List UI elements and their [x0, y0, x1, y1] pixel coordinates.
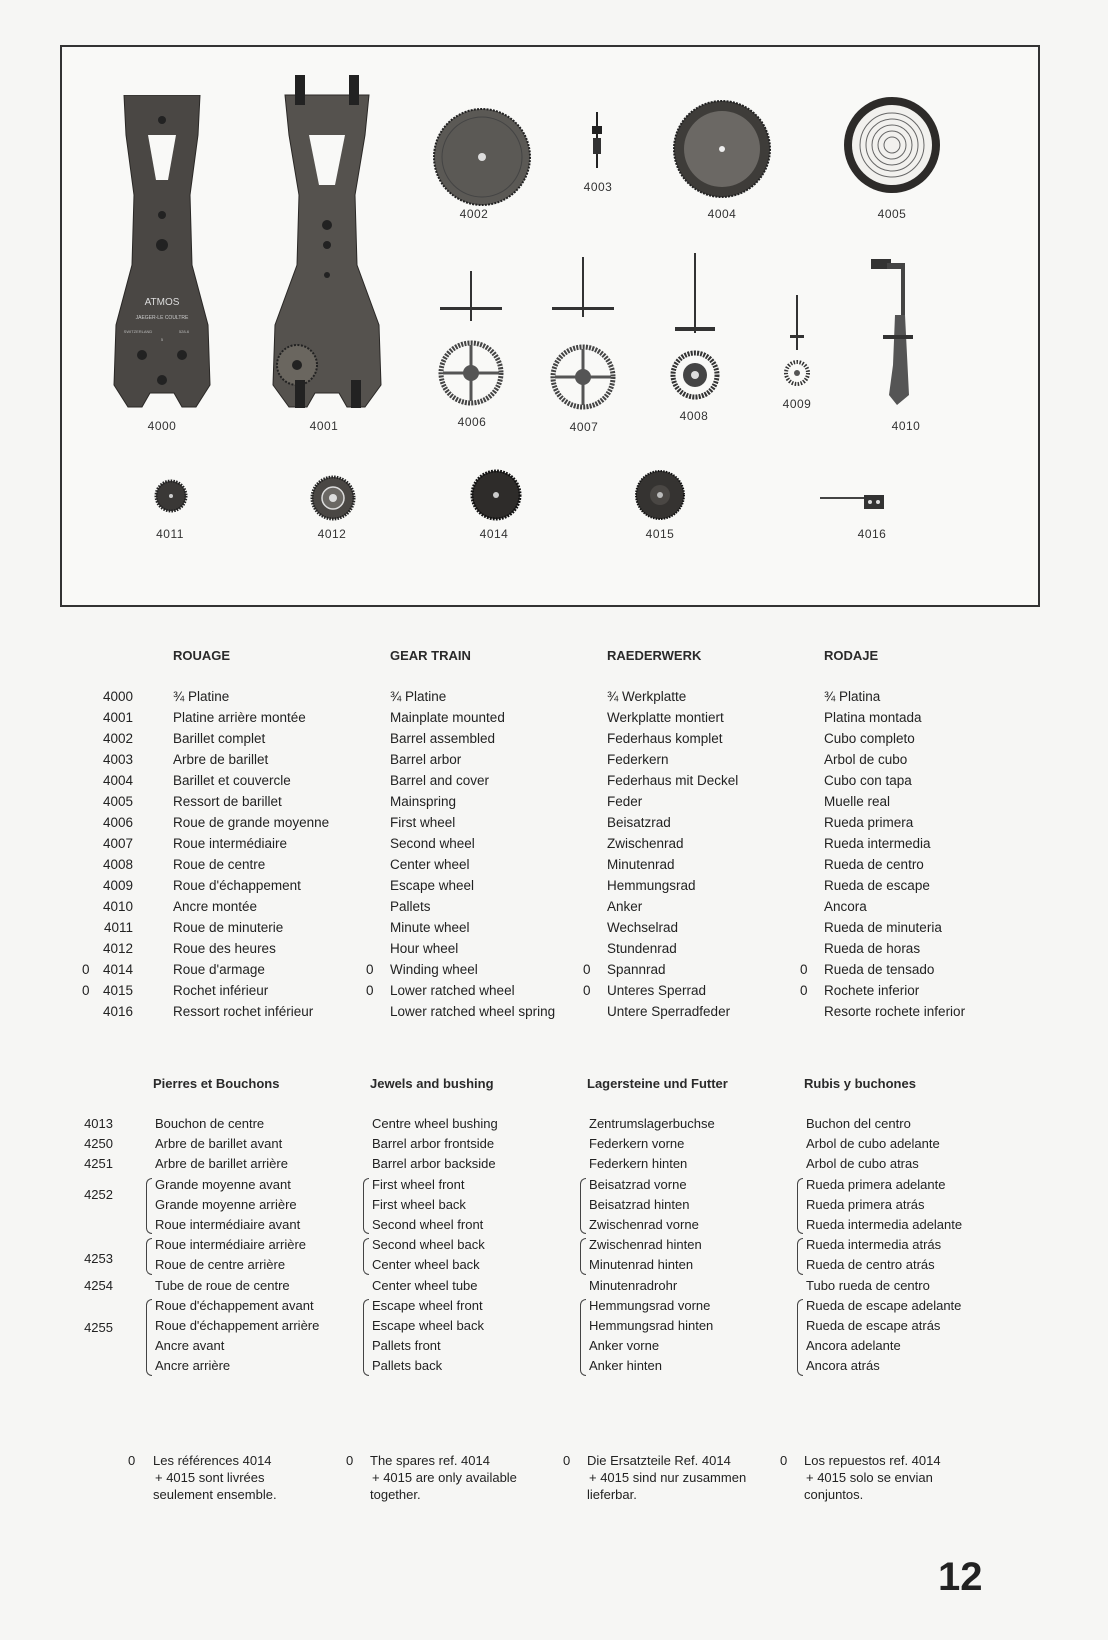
- table-row: [0, 1215, 1108, 1235]
- table-row: [0, 1356, 1108, 1376]
- table-row: [0, 896, 1108, 917]
- row-en: ¾ Platine: [390, 689, 447, 704]
- row-ref: 4009: [102, 878, 133, 893]
- row-en: Second wheel back: [372, 1237, 485, 1253]
- row-en: Escape wheel front: [372, 1297, 483, 1313]
- part-label-4001: 4001: [309, 419, 339, 433]
- table-row: [0, 854, 1108, 875]
- footnote-de: [587, 1452, 746, 1503]
- row-fr: Ancre avant: [155, 1338, 225, 1354]
- row-de: Minutenrad hinten: [589, 1257, 694, 1273]
- row-ref: 4250: [84, 1136, 113, 1152]
- footnote-en-line: together.: [370, 1487, 421, 1502]
- row-de: Federkern hinten: [589, 1156, 688, 1172]
- row-es: Rueda de centro: [824, 857, 924, 872]
- header-rodaje: RODAJE: [824, 648, 879, 663]
- row-es: Rueda intermedia adelante: [806, 1216, 963, 1232]
- row-de: Untere Sperradfeder: [607, 1004, 731, 1019]
- row-mark-es: 0: [800, 962, 808, 977]
- spring-4016-image: [818, 493, 888, 513]
- part-label-4005: 4005: [877, 207, 907, 221]
- row-fr: Ancre montée: [173, 899, 258, 914]
- second-wheel-4007-image: [548, 257, 618, 412]
- table-row: [0, 875, 1108, 896]
- row-es: Cubo con tapa: [824, 773, 912, 788]
- header-gear-train: GEAR TRAIN: [390, 648, 471, 663]
- row-fr: Roue d'armage: [173, 962, 265, 977]
- winding-wheel-4014-image: [470, 469, 522, 521]
- table-row: [0, 728, 1108, 749]
- group-brace: [580, 1178, 586, 1235]
- row-ref: 4006: [102, 815, 133, 830]
- table-row: [0, 1114, 1108, 1134]
- group-brace: [797, 1178, 803, 1235]
- row-ref: 4016: [102, 1004, 133, 1019]
- row-ref: 4254: [84, 1277, 113, 1293]
- row-fr: Roue d'échappement: [173, 878, 301, 893]
- table-row: [0, 1336, 1108, 1356]
- row-en: Pallets back: [372, 1358, 443, 1374]
- header-rouage: ROUAGE: [173, 648, 231, 663]
- row-en: Mainplate mounted: [390, 710, 505, 725]
- plate-engraving-number: 5: [160, 337, 164, 342]
- row-fr: Platine arrière montée: [173, 710, 306, 725]
- row-de: Anker hinten: [589, 1358, 662, 1374]
- group-brace: [146, 1178, 152, 1235]
- row-de: Spannrad: [607, 962, 666, 977]
- row-en: Center wheel tube: [372, 1277, 478, 1293]
- table-row: [0, 1255, 1108, 1275]
- row-es: Rueda de centro atrás: [806, 1257, 935, 1273]
- group-brace: [580, 1238, 586, 1274]
- row-fr: Bouchon de centre: [155, 1116, 265, 1131]
- row-fr: Roue de minuterie: [173, 920, 284, 935]
- mainspring-4005-image: [842, 95, 942, 195]
- table-row: [0, 1235, 1108, 1255]
- row-de: ¾ Werkplatte: [607, 689, 687, 704]
- pallets-4010-image: [867, 255, 917, 410]
- row-fr: Roue de grande moyenne: [173, 815, 330, 830]
- footnote-fr-line: + 4015 sont livrées: [155, 1470, 265, 1485]
- row-fr: Roue d'échappement avant: [155, 1297, 314, 1313]
- row-de: Hemmungsrad vorne: [589, 1297, 711, 1313]
- row-ref: 4012: [102, 941, 133, 956]
- footnote-fr-line: Les références 4014: [153, 1453, 272, 1468]
- header-raederwerk: RAEDERWERK: [607, 648, 702, 663]
- row-es: Rueda de minuteria: [824, 920, 942, 935]
- group-brace: [580, 1299, 586, 1376]
- table-row: [0, 917, 1108, 938]
- row-mark-de: 0: [583, 983, 591, 998]
- row-de: Anker: [607, 899, 643, 914]
- row-es: Rueda de horas: [824, 941, 921, 956]
- row-en: First wheel back: [372, 1196, 466, 1212]
- part-label-4010: 4010: [891, 419, 921, 433]
- footnote-de-line: lieferbar.: [587, 1487, 637, 1502]
- row-ref: 4011: [103, 920, 133, 935]
- row-es: Muelle real: [824, 794, 891, 809]
- part-label-4007: 4007: [569, 420, 599, 434]
- row-en: Mainspring: [390, 794, 457, 809]
- plate-4000-image: [112, 95, 212, 415]
- row-es: Rueda de escape adelante: [806, 1297, 962, 1313]
- plate-engraving-country: SWITZERLAND: [123, 329, 153, 334]
- row-fr: Roue des heures: [173, 941, 276, 956]
- table-row: [0, 707, 1108, 728]
- row-fr: Roue intermédiaire avant: [155, 1216, 301, 1232]
- row-fr: Arbre de barillet: [173, 752, 269, 767]
- row-es: Ancora atrás: [806, 1358, 880, 1374]
- header-lagersteine: Lagersteine und Futter: [587, 1076, 728, 1091]
- row-ref: 4001: [102, 710, 133, 725]
- center-wheel-4008-image: [667, 253, 723, 403]
- table-row: [0, 770, 1108, 791]
- row-ref: 4010: [102, 899, 133, 914]
- row-mark-de: 0: [583, 962, 591, 977]
- row-es: Rueda primera: [824, 815, 914, 830]
- row-es: Platina montada: [824, 710, 922, 725]
- row-es: Rochete inferior: [824, 983, 920, 998]
- plate-engraving-maker: JAEGER-LE COULTRE: [135, 315, 189, 321]
- row-es: Rueda de escape atrás: [806, 1317, 941, 1333]
- row-es: Rueda primera atrás: [806, 1196, 925, 1212]
- row-de: Minutenradrohr: [589, 1277, 678, 1293]
- part-label-4000: 4000: [147, 419, 177, 433]
- row-en: Pallets front: [372, 1338, 441, 1354]
- group-brace: [146, 1299, 152, 1376]
- group-brace: [363, 1178, 369, 1235]
- row-ref: 4008: [102, 857, 133, 872]
- footnote-mark-fr: 0: [128, 1453, 136, 1468]
- row-fr: Grande moyenne avant: [155, 1176, 291, 1192]
- part-label-4011: 4011: [156, 527, 184, 541]
- table-row: [0, 1001, 1108, 1022]
- table-row: [0, 1296, 1108, 1316]
- row-ref: 4255: [84, 1320, 113, 1336]
- row-ref: 4013: [84, 1116, 113, 1131]
- footnote-en-line: The spares ref. 4014: [370, 1453, 490, 1468]
- row-de: Beisatzrad hinten: [589, 1196, 690, 1212]
- group-brace: [363, 1238, 369, 1274]
- part-label-4008: 4008: [679, 409, 709, 423]
- row-es: Rueda de escape: [824, 878, 930, 893]
- part-label-4003: 4003: [583, 180, 613, 194]
- row-fr: Rochet inférieur: [173, 983, 269, 998]
- row-de: Federhaus mit Deckel: [607, 773, 739, 788]
- footnote-de-line: Die Ersatzteile Ref. 4014: [587, 1453, 731, 1468]
- row-fr: Ancre arrière: [155, 1358, 231, 1374]
- row-en: First wheel: [390, 815, 456, 830]
- row-es: ¾ Platina: [824, 689, 881, 704]
- footnote-es-line: conjuntos.: [804, 1487, 864, 1502]
- row-en: Second wheel: [390, 836, 475, 851]
- row-ref: 4014: [102, 962, 133, 977]
- table-row: [0, 812, 1108, 833]
- header-rubis: Rubis y buchones: [804, 1076, 916, 1091]
- row-fr: Roue de centre: [173, 857, 266, 872]
- footnote-en-line: + 4015 are only available: [372, 1470, 517, 1485]
- row-de: Hemmungsrad hinten: [589, 1317, 714, 1333]
- footnote-mark-de: 0: [563, 1453, 571, 1468]
- row-de: Zwischenrad hinten: [589, 1237, 702, 1253]
- row-es: Arbol de cubo atras: [806, 1156, 919, 1172]
- barrel-cover-4004-image: [672, 99, 772, 199]
- part-label-4014: 4014: [479, 527, 509, 541]
- row-mark-en: 0: [366, 983, 374, 998]
- arbor-4003-image: [590, 112, 604, 168]
- row-fr: Roue intermédiaire arrière: [155, 1237, 307, 1253]
- row-ref: 4253: [84, 1251, 113, 1267]
- part-label-4015: 4015: [645, 527, 675, 541]
- ratchet-wheel-4015-image: [634, 469, 686, 521]
- table-row: [0, 980, 1108, 1001]
- row-es: Rueda intermedia: [824, 836, 931, 851]
- group-brace: [363, 1299, 369, 1376]
- row-en: Center wheel back: [372, 1257, 480, 1273]
- row-de: Beisatzrad: [607, 815, 671, 830]
- row-de: Stundenrad: [607, 941, 677, 956]
- footnote-fr-line: seulement ensemble.: [153, 1487, 277, 1502]
- row-ref: 4002: [102, 731, 133, 746]
- table-row: [0, 791, 1108, 812]
- parts-figure: [60, 45, 1040, 607]
- part-label-4004: 4004: [707, 207, 737, 221]
- footnote-mark-es: 0: [780, 1453, 788, 1468]
- row-fr: Arbre de barillet avant: [155, 1136, 283, 1152]
- row-fr: Grande moyenne arrière: [155, 1196, 297, 1212]
- row-en: Minute wheel: [390, 920, 470, 935]
- plate-4001-image: [267, 75, 387, 415]
- row-de: Feder: [607, 794, 643, 809]
- part-label-4006: 4006: [457, 415, 487, 429]
- row-de: Minutenrad: [607, 857, 675, 872]
- table-row: [0, 1195, 1108, 1215]
- row-es: Ancora: [824, 899, 867, 914]
- row-en: Second wheel front: [372, 1216, 484, 1232]
- row-es: Rueda intermedia atrás: [806, 1237, 942, 1253]
- row-fr: Tube de roue de centre: [155, 1277, 290, 1293]
- part-label-4002: 4002: [459, 207, 489, 221]
- table-row: [0, 1175, 1108, 1195]
- footnote-en: [370, 1452, 517, 1503]
- plate-engraving-calibre: 528-6: [178, 329, 190, 334]
- row-de: Federkern: [607, 752, 669, 767]
- row-ref: 4007: [102, 836, 133, 851]
- row-mark: 0: [82, 962, 90, 977]
- row-fr: Arbre de barillet arrière: [155, 1156, 288, 1172]
- header-pierres: Pierres et Bouchons: [153, 1076, 280, 1091]
- group-brace: [797, 1238, 803, 1274]
- row-en: First wheel front: [372, 1176, 465, 1192]
- table-row: [0, 959, 1108, 980]
- part-label-4012: 4012: [317, 527, 347, 541]
- table-row: [0, 1154, 1108, 1174]
- row-es: Rueda primera adelante: [806, 1176, 946, 1192]
- footnote-es-line: Los repuestos ref. 4014: [804, 1453, 941, 1468]
- row-en: Centre wheel bushing: [372, 1116, 498, 1131]
- gear-train-table: [0, 686, 1108, 1022]
- row-mark-en: 0: [366, 962, 374, 977]
- row-en: Lower ratched wheel: [390, 983, 515, 998]
- row-en: Barrel assembled: [390, 731, 496, 746]
- hour-wheel-4012-image: [310, 475, 356, 521]
- footnote-es-line: + 4015 solo se envian: [806, 1470, 933, 1485]
- table-row: [0, 938, 1108, 959]
- row-de: Beisatzrad vorne: [589, 1176, 687, 1192]
- barrel-4002-image: [432, 107, 532, 207]
- table-row: [0, 686, 1108, 707]
- row-ref: 4252: [84, 1186, 113, 1202]
- footnote-de-line: + 4015 sind nur zusammen: [589, 1470, 747, 1485]
- group-brace: [146, 1238, 152, 1274]
- footnote-es: [804, 1452, 941, 1503]
- group-brace: [797, 1299, 803, 1376]
- row-en: Escape wheel back: [372, 1317, 485, 1333]
- page-number: 12: [938, 1555, 983, 1599]
- first-wheel-4006-image: [436, 271, 506, 407]
- row-en: Center wheel: [390, 857, 470, 872]
- row-ref: 4003: [102, 752, 133, 767]
- table-row: [0, 1134, 1108, 1154]
- row-en: Lower ratched wheel spring: [390, 1004, 556, 1019]
- row-de: Federkern vorne: [589, 1136, 685, 1152]
- row-ref: 4251: [84, 1156, 113, 1172]
- row-de: Hemmungsrad: [607, 878, 696, 893]
- row-de: Zwischenrad: [607, 836, 684, 851]
- row-mark: 0: [82, 983, 90, 998]
- row-fr: Ressort de barillet: [173, 794, 282, 809]
- plate-engraving-brand: ATMOS: [144, 297, 180, 308]
- row-es: Rueda de tensado: [824, 962, 935, 977]
- minute-wheel-4011-image: [154, 479, 188, 513]
- row-es: Arbol de cubo: [824, 752, 908, 767]
- row-en: Pallets: [390, 899, 431, 914]
- table-row: [0, 1276, 1108, 1296]
- row-en: Barrel arbor frontside: [372, 1136, 495, 1152]
- row-fr: Roue d'échappement arrière: [155, 1317, 320, 1333]
- row-de: Werkplatte montiert: [607, 710, 724, 725]
- row-de: Zwischenrad vorne: [589, 1216, 699, 1232]
- row-en: Escape wheel: [390, 878, 475, 893]
- row-de: Wechselrad: [607, 920, 679, 935]
- row-ref: 4015: [102, 983, 133, 998]
- row-fr: ¾ Platine: [173, 689, 230, 704]
- row-es: Resorte rochete inferior: [824, 1004, 966, 1019]
- table-row: [0, 1316, 1108, 1336]
- row-de: Zentrumslagerbuchse: [589, 1116, 715, 1131]
- row-fr: Ressort rochet inférieur: [173, 1004, 314, 1019]
- part-label-4009: 4009: [782, 397, 812, 411]
- row-de: Unteres Sperrad: [607, 983, 707, 998]
- footnote-mark-en: 0: [346, 1453, 354, 1468]
- row-en: Barrel arbor backside: [372, 1156, 496, 1172]
- jewels-table: [0, 1114, 1108, 1376]
- row-en: Barrel and cover: [390, 773, 490, 788]
- row-es: Cubo completo: [824, 731, 915, 746]
- header-jewels: Jewels and bushing: [370, 1076, 494, 1091]
- row-de: Anker vorne: [589, 1338, 660, 1354]
- row-ref: 4000: [102, 689, 133, 704]
- row-ref: 4005: [102, 794, 133, 809]
- row-ref: 4004: [102, 773, 133, 788]
- row-es: Arbol de cubo adelante: [806, 1136, 940, 1152]
- footnote-fr: [153, 1452, 277, 1503]
- row-es: Tubo rueda de centro: [806, 1277, 930, 1293]
- row-en: Hour wheel: [390, 941, 459, 956]
- row-es: Ancora adelante: [806, 1338, 901, 1354]
- row-de: Federhaus komplet: [607, 731, 723, 746]
- row-mark-es: 0: [800, 983, 808, 998]
- row-fr: Barillet complet: [173, 731, 266, 746]
- row-en: Barrel arbor: [390, 752, 462, 767]
- row-fr: Roue de centre arrière: [155, 1257, 286, 1273]
- row-fr: Barillet et couvercle: [173, 773, 291, 788]
- row-en: Winding wheel: [390, 962, 478, 977]
- row-fr: Roue intermédiaire: [173, 836, 288, 851]
- part-label-4016: 4016: [857, 527, 887, 541]
- table-row: [0, 833, 1108, 854]
- row-es: Buchon del centro: [806, 1116, 911, 1131]
- escape-wheel-4009-image: [784, 295, 810, 387]
- table-row: [0, 749, 1108, 770]
